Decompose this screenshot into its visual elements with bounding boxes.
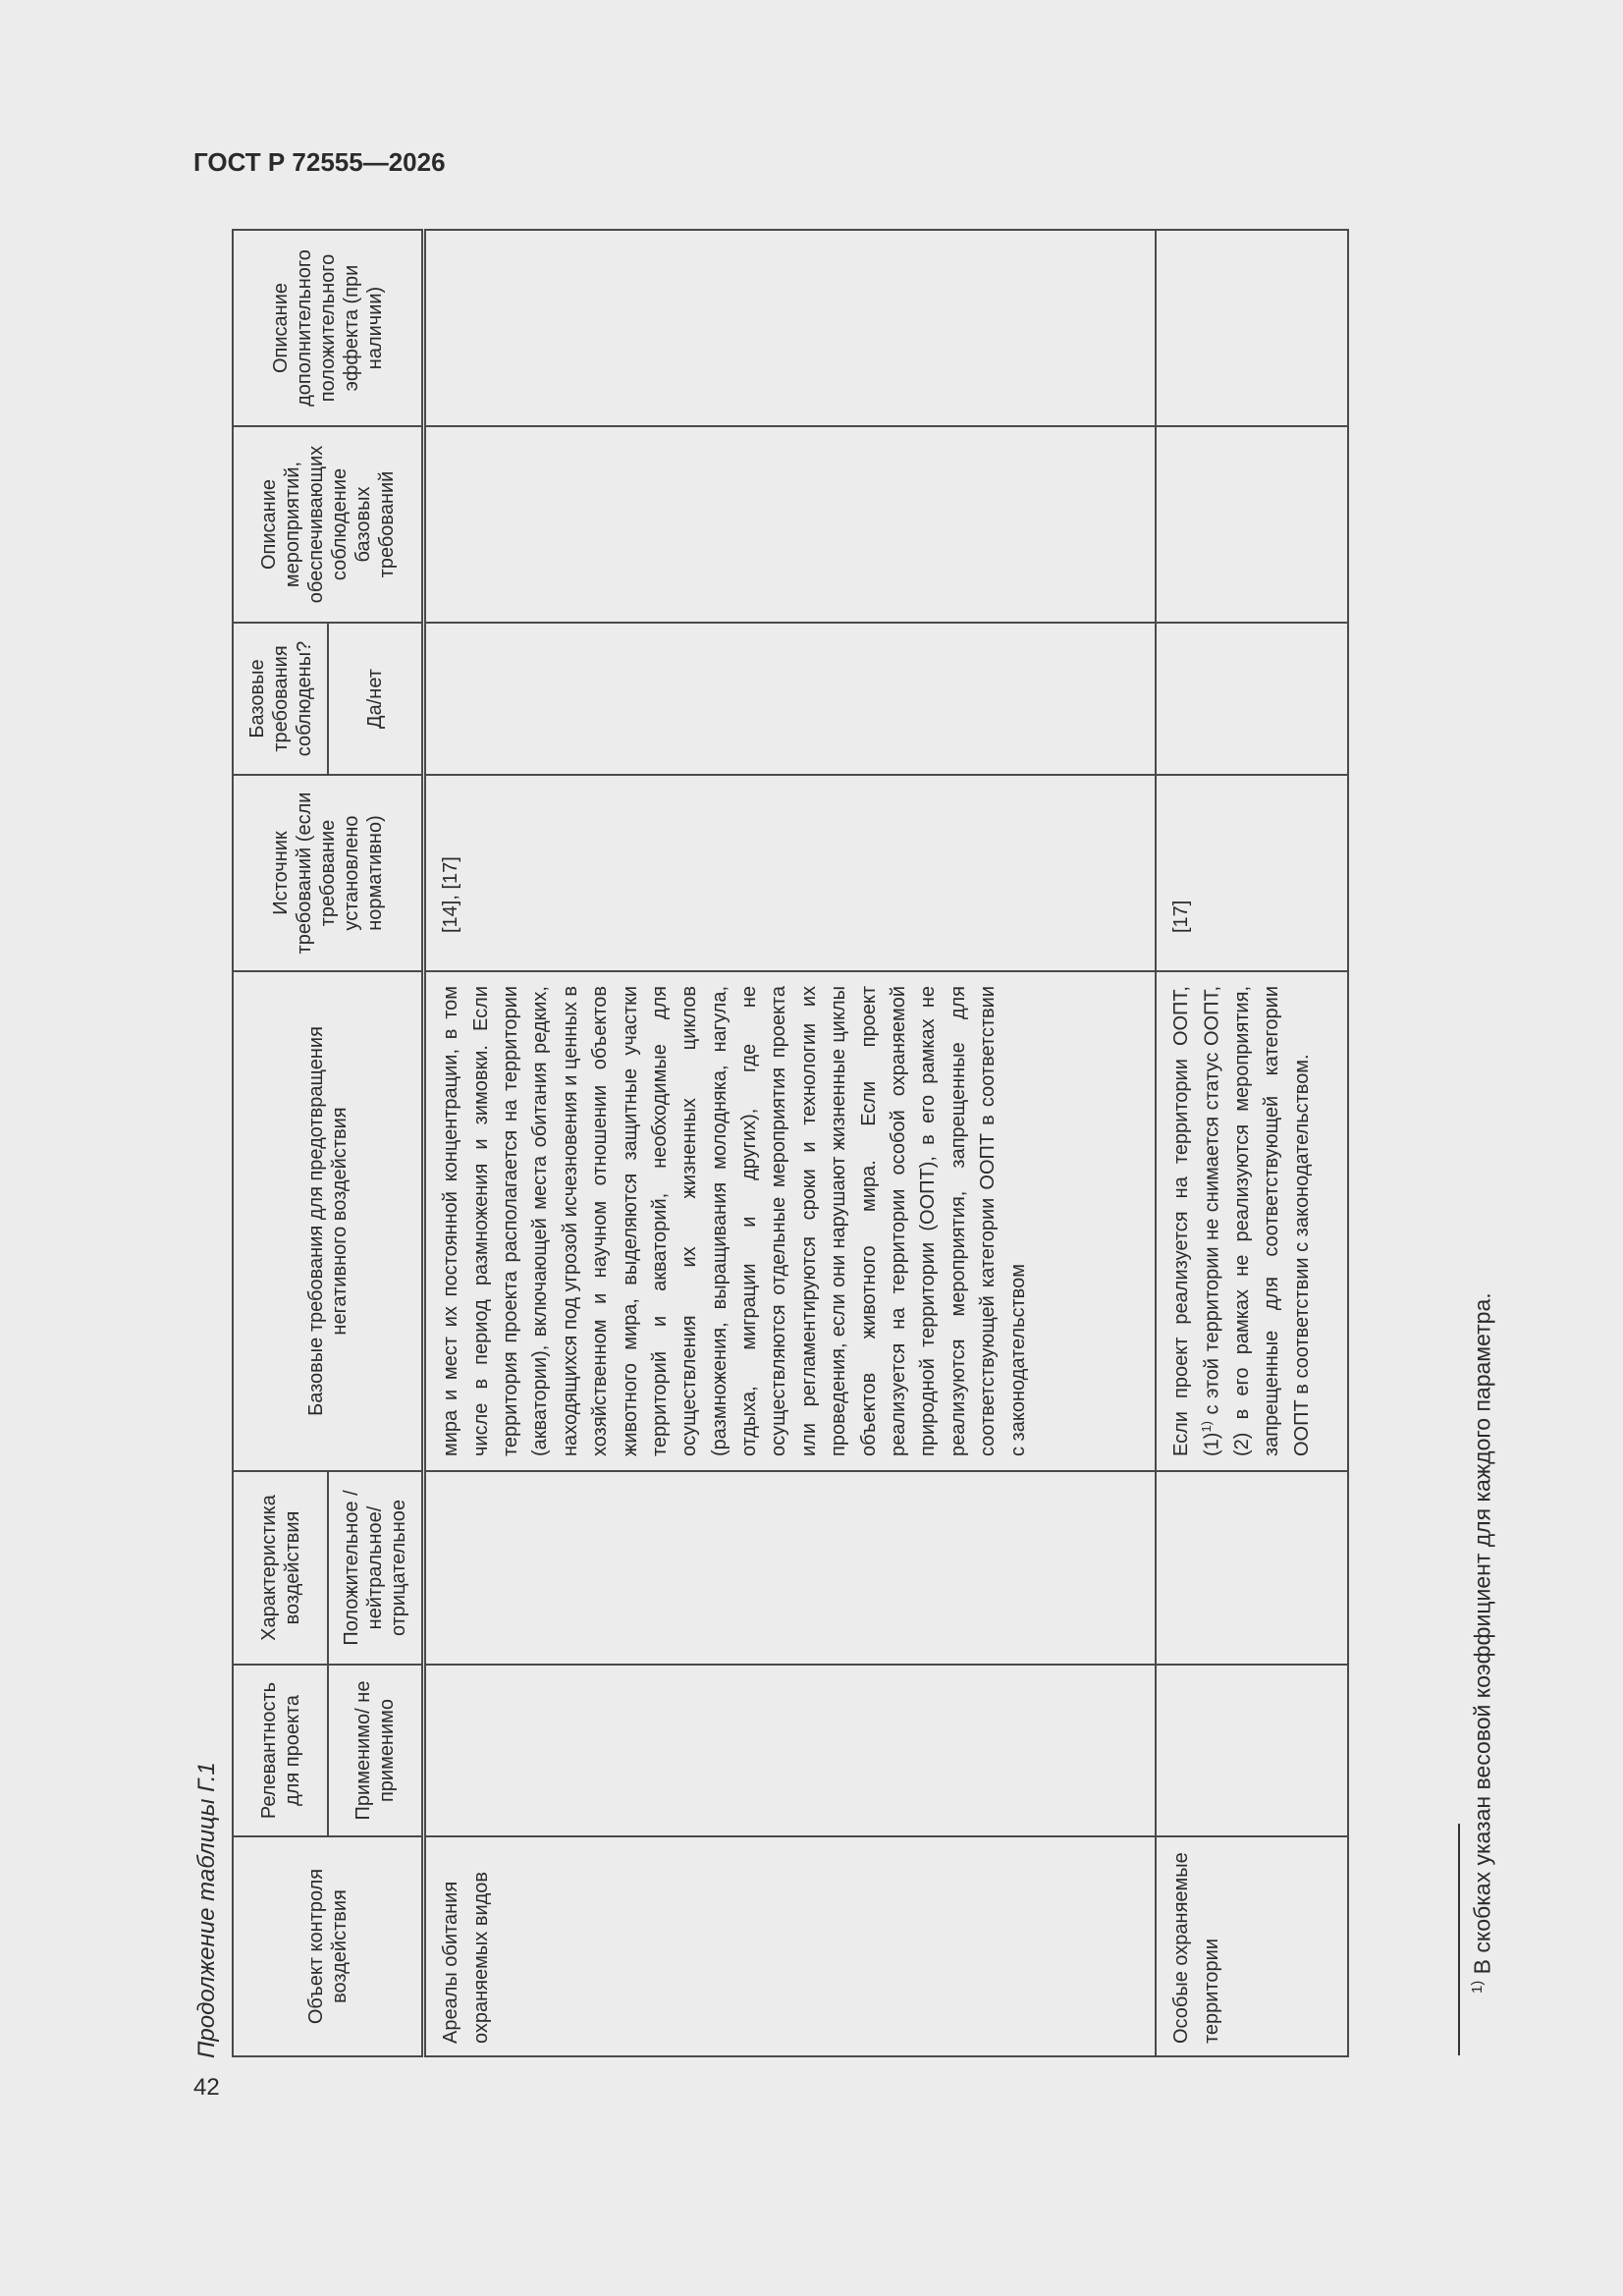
row2-measures <box>1156 426 1348 623</box>
requirements-table <box>232 229 1349 2057</box>
row1-relevance <box>424 1665 1157 1836</box>
header-relevance-sub: Применимо/ не применимо <box>328 1665 423 1836</box>
row2-impact <box>1156 1471 1348 1665</box>
header-requirements: Базовые требования для предотвращения негативного воздействия <box>233 971 424 1471</box>
table-continuation-caption: Продолжение таблицы Г.1 <box>193 1762 220 2058</box>
row2-source: [17] <box>1156 775 1348 971</box>
header-compliance: Базовые требования соблюдены? <box>233 623 328 775</box>
row1-source: [14], [17] <box>424 775 1157 971</box>
header-compliance-sub: Да/нет <box>328 623 423 775</box>
header-positive-effect: Описание дополнительного положительного эффекта (при наличии) <box>233 230 424 426</box>
table-row <box>424 230 1157 2056</box>
row2-requirements-part2: с этой территории не снимается статус ООПТ, (2) в его рамках не реализуются мероприятия, запрещенные для соответствующей категории ООПТ в соответствии с законодательством. <box>1201 986 1313 1456</box>
row2-relevance <box>1156 1665 1348 1836</box>
row2-positive <box>1156 230 1348 426</box>
row2-compliance <box>1156 623 1348 775</box>
row1-object: Ареалы обитания охраняемых видов <box>424 1836 1157 2056</box>
header-object: Объект контроля воздействия <box>233 1836 424 2056</box>
row2-requirements <box>1156 971 1348 1471</box>
footnote-ref: 1) <box>1198 1420 1214 1433</box>
header-impact: Характеристика воздействия <box>233 1471 328 1665</box>
footnote <box>1469 1292 1496 1994</box>
header-source: Источник требований (если требование установлено нормативно) <box>233 775 424 971</box>
rotated-table-container <box>232 231 1349 2057</box>
document-title: ГОСТ Р 72555—2026 <box>193 147 446 177</box>
header-relevance: Релевантность для проекта <box>233 1665 328 1836</box>
row1-compliance <box>424 623 1157 775</box>
row1-impact <box>424 1471 1157 1665</box>
footnote-text: В скобках указан весовой коэффициент для каждого параметра. <box>1469 1292 1495 1981</box>
row1-measures <box>424 426 1157 623</box>
table-row <box>1156 230 1348 2056</box>
row2-object: Особые охраняемые территории <box>1156 1836 1348 2056</box>
page-number: 42 <box>193 2074 220 2101</box>
header-impact-sub: Положительное /нейтральное/ отрицательное <box>328 1471 423 1665</box>
row1-positive <box>424 230 1157 426</box>
row1-requirements: мира и мест их постоянной концентрации, в том числе в период размножения и зимовки. Если территория проекта располагается на территории (акватории), включающей места обитания редких, находящихся под угрозой исчезновения и ценных в хозяйственном и научном отношении объектов животного мира, выделяются защитные участки территорий и акваторий, необходимые для осуществления их жизненных циклов (размножения, выращивания молодняка, нагула, отдыха, миграции и других), где не осуществляются отдельные мероприятия проекта или регламентируются сроки и технологии их проведения, если они нарушают жизненные циклы объектов животного мира. Если проект реализуется на территории особой охраняемой природной территории (ООПТ), в его рамках не реализуются мероприятия, запрещенные для соответствующей категории ООПТ в соответствии с законодательством <box>424 971 1157 1471</box>
footnote-divider <box>1458 1824 1460 2055</box>
header-measures: Описание мероприятий, обеспечивающих соблюдение базовых требований <box>233 426 424 623</box>
footnote-marker: 1) <box>1469 1980 1486 1994</box>
row2-requirements-part1: Если проект реализуется на территории ООПТ, (1) <box>1170 986 1223 1456</box>
